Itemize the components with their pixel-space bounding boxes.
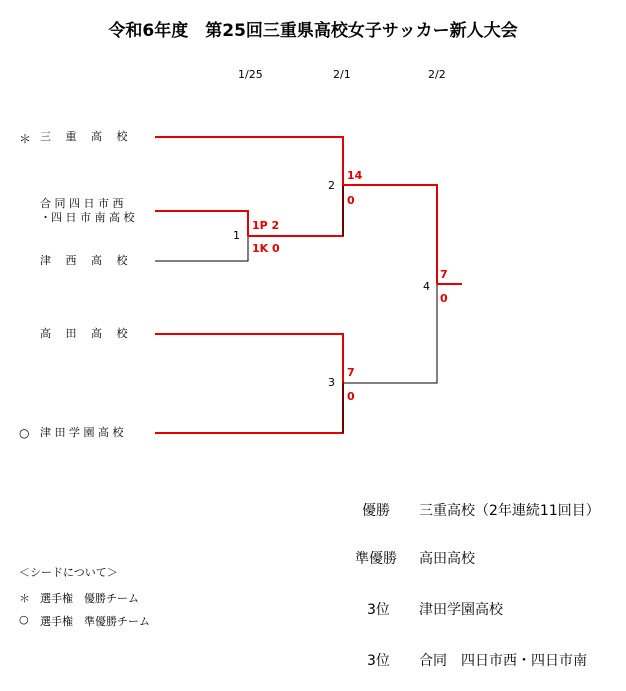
result-value-winner: 三重高校（2年連続11回目） <box>419 503 600 519</box>
round-date-3: 2/2 <box>428 68 446 81</box>
result-label-third-1: 3位 <box>367 602 390 618</box>
bracket-line-team-1 <box>155 137 343 185</box>
round-date-1: 1/25 <box>238 68 263 81</box>
team-1-name-line: 三 重 高 校 <box>40 130 128 143</box>
result-value-third-2: 合同 四日市西・四日市南 <box>419 653 587 669</box>
match-number-2: 2 <box>328 179 335 192</box>
match-2-score-bottom: 0 <box>347 194 355 207</box>
team-4-name <box>40 327 128 341</box>
result-value-runner-up: 高田高校 <box>419 551 475 567</box>
team-3-name-line: 津 西 高 校 <box>40 254 128 267</box>
match-1-score-bottom: 1K 0 <box>252 242 280 255</box>
team-3-name <box>40 254 128 268</box>
match-2-score-top: 14 <box>347 169 363 182</box>
page-title: 令和6年度 第25回三重県高校女子サッカー新人大会 <box>108 21 518 41</box>
match-3-score-bottom: 0 <box>347 390 355 403</box>
team-2-name-line-1: 合 同 四 日 市 西 <box>40 197 124 210</box>
team-4-name-line: 高 田 高 校 <box>40 327 128 340</box>
bracket-line-team-4 <box>155 334 343 383</box>
seed-mark-team-5: ○ <box>19 426 30 440</box>
seed-mark-team-1: ＊ <box>19 132 32 146</box>
match-number-3: 3 <box>328 376 335 389</box>
result-label-winner: 優勝 <box>362 503 390 519</box>
team-2-name-line-2: ・四 日 市 南 高 校 <box>40 211 135 224</box>
bracket-line-m3-winner <box>343 284 437 383</box>
seed-note-mark-2: ○ <box>19 613 29 626</box>
result-label-third-2: 3位 <box>367 653 390 669</box>
result-label-runner-up: 準優勝 <box>355 551 397 567</box>
result-value-third-1: 津田学園高校 <box>419 602 503 618</box>
match-3-score-top: 7 <box>347 366 355 379</box>
seed-note-text-1: 選手権 優勝チーム <box>40 592 139 605</box>
match-1-score-top: 1P 2 <box>252 219 280 232</box>
seed-notes-heading: ＜シードについて＞ <box>19 566 118 579</box>
match-number-4: 4 <box>423 280 430 293</box>
match-number-1: 1 <box>233 229 240 242</box>
team-5-name-line: 津 田 学 園 高 校 <box>40 426 124 439</box>
seed-note-text-2: 選手権 準優勝チーム <box>40 615 150 628</box>
match-4-score-bottom: 0 <box>440 292 448 305</box>
seed-note-mark-1: ＊ <box>19 592 30 605</box>
match-4-score-top: 7 <box>440 268 448 281</box>
team-5-name <box>40 426 123 440</box>
team-2-name <box>40 197 134 225</box>
round-date-2: 2/1 <box>333 68 351 81</box>
bracket-line-m2-winner <box>343 185 437 284</box>
team-1-name <box>40 130 128 144</box>
bracket-line-team-5 <box>155 383 343 433</box>
